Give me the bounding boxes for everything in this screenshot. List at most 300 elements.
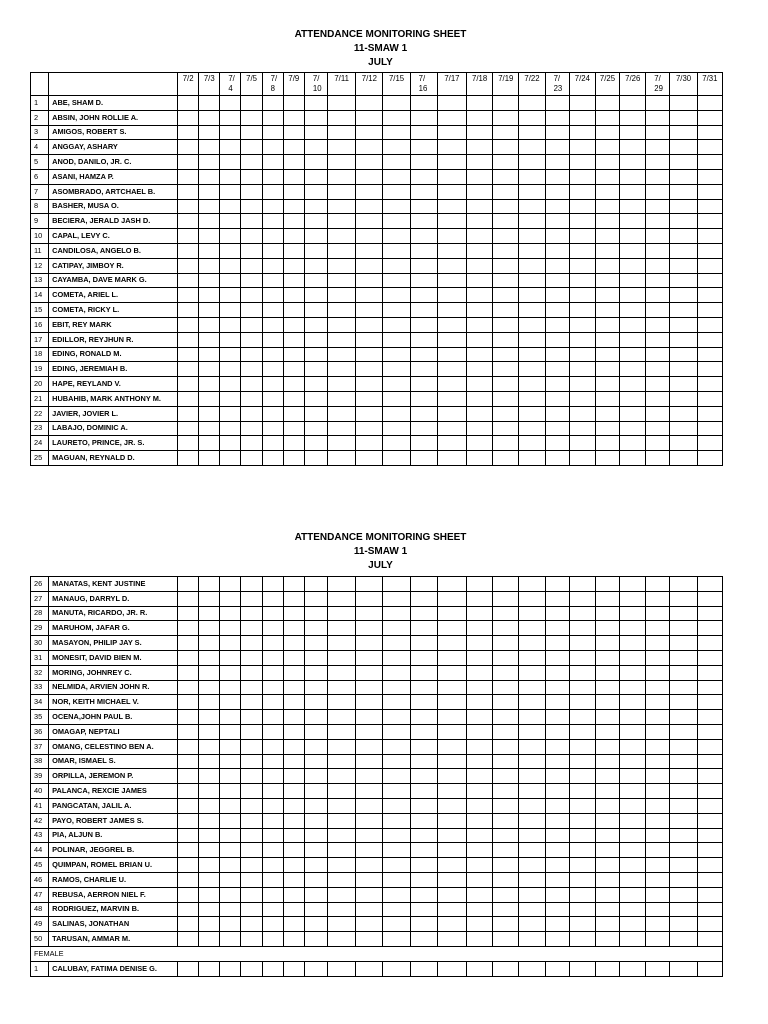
attendance-cell <box>697 591 722 606</box>
attendance-cell <box>493 754 519 769</box>
attendance-cell <box>595 680 619 695</box>
attendance-cell <box>304 769 327 784</box>
attendance-cell <box>283 406 304 421</box>
attendance-cell <box>241 739 262 754</box>
attendance-cell <box>262 798 283 813</box>
attendance-cell <box>493 739 519 754</box>
attendance-cell <box>697 917 722 932</box>
attendance-cell <box>493 406 519 421</box>
sheet-section: 11-SMAW 1 <box>353 43 408 54</box>
attendance-cell <box>410 332 437 347</box>
table-row <box>31 724 723 739</box>
attendance-cell <box>178 199 199 214</box>
attendance-cell <box>519 754 545 769</box>
attendance-cell <box>241 577 262 592</box>
attendance-cell <box>595 377 619 392</box>
attendance-cell <box>620 110 646 125</box>
table-row <box>31 902 723 917</box>
attendance-cell <box>220 288 241 303</box>
attendance-cell <box>328 695 356 710</box>
attendance-cell <box>383 591 410 606</box>
attendance-cell <box>697 665 722 680</box>
attendance-cell <box>437 665 466 680</box>
attendance-cell <box>620 391 646 406</box>
attendance-cell <box>356 96 383 111</box>
attendance-cell <box>569 140 595 155</box>
table-row <box>31 621 723 636</box>
attendance-cell <box>493 288 519 303</box>
attendance-cell <box>220 636 241 651</box>
attendance-cell <box>519 436 545 451</box>
attendance-cell <box>356 243 383 258</box>
attendance-cell <box>262 391 283 406</box>
date-header-row <box>31 73 723 96</box>
attendance-cell <box>283 303 304 318</box>
attendance-cell <box>220 199 241 214</box>
attendance-cell <box>304 288 327 303</box>
attendance-cell <box>437 421 466 436</box>
sheet-header <box>30 28 723 70</box>
attendance-cell <box>545 606 569 621</box>
attendance-cell <box>199 591 220 606</box>
attendance-cell <box>220 214 241 229</box>
student-name: MANUTA, RICARDO, JR. R. <box>49 606 178 621</box>
attendance-cell <box>178 932 199 947</box>
table-row <box>31 872 723 887</box>
attendance-cell <box>595 406 619 421</box>
attendance-cell <box>383 606 410 621</box>
attendance-cell <box>697 258 722 273</box>
date-header: 7/26 <box>620 73 646 96</box>
attendance-cell <box>697 680 722 695</box>
attendance-cell <box>437 621 466 636</box>
attendance-cell <box>356 406 383 421</box>
student-name: NOR, KEITH MICHAEL V. <box>49 695 178 710</box>
attendance-cell <box>283 961 304 976</box>
attendance-cell <box>304 887 327 902</box>
attendance-cell <box>493 932 519 947</box>
attendance-cell <box>283 843 304 858</box>
attendance-cell <box>467 739 493 754</box>
attendance-cell <box>383 332 410 347</box>
student-name: CAYAMBA, DAVE MARK G. <box>49 273 178 288</box>
attendance-cell <box>199 155 220 170</box>
attendance-cell <box>178 843 199 858</box>
attendance-cell <box>410 887 437 902</box>
attendance-cell <box>697 769 722 784</box>
attendance-cell <box>697 184 722 199</box>
attendance-cell <box>467 902 493 917</box>
attendance-cell <box>283 347 304 362</box>
attendance-cell <box>467 184 493 199</box>
attendance-cell <box>328 303 356 318</box>
table-row <box>31 917 723 932</box>
attendance-cell <box>493 828 519 843</box>
attendance-cell <box>220 606 241 621</box>
attendance-cell <box>545 258 569 273</box>
table-row <box>31 961 723 976</box>
table-row <box>31 577 723 592</box>
attendance-cell <box>437 917 466 932</box>
attendance-cell <box>328 288 356 303</box>
attendance-cell <box>493 332 519 347</box>
attendance-cell <box>304 451 327 466</box>
attendance-cell <box>569 813 595 828</box>
attendance-cell <box>178 391 199 406</box>
attendance-cell <box>569 155 595 170</box>
attendance-cell <box>697 110 722 125</box>
attendance-cell <box>178 798 199 813</box>
attendance-cell <box>670 858 697 873</box>
attendance-cell <box>620 421 646 436</box>
attendance-cell <box>697 288 722 303</box>
attendance-cell <box>262 140 283 155</box>
student-number: 28 <box>31 606 49 621</box>
attendance-cell <box>437 932 466 947</box>
attendance-cell <box>697 828 722 843</box>
attendance-cell <box>545 303 569 318</box>
attendance-cell <box>467 621 493 636</box>
attendance-cell <box>670 362 697 377</box>
attendance-cell <box>467 451 493 466</box>
attendance-cell <box>356 125 383 140</box>
attendance-cell <box>328 724 356 739</box>
attendance-cell <box>220 665 241 680</box>
attendance-cell <box>328 96 356 111</box>
attendance-cell <box>545 754 569 769</box>
attendance-cell <box>467 887 493 902</box>
attendance-cell <box>262 650 283 665</box>
attendance-cell <box>262 243 283 258</box>
attendance-cell <box>569 391 595 406</box>
attendance-cell <box>620 169 646 184</box>
attendance-cell <box>356 347 383 362</box>
attendance-cell <box>467 650 493 665</box>
attendance-cell <box>262 436 283 451</box>
attendance-cell <box>262 828 283 843</box>
attendance-cell <box>569 606 595 621</box>
attendance-cell <box>328 961 356 976</box>
attendance-cell <box>410 724 437 739</box>
attendance-cell <box>646 932 670 947</box>
attendance-cell <box>383 273 410 288</box>
attendance-cell <box>178 636 199 651</box>
attendance-cell <box>545 621 569 636</box>
student-number: 24 <box>31 436 49 451</box>
attendance-cell <box>383 125 410 140</box>
attendance-cell <box>646 243 670 258</box>
attendance-cell <box>595 695 619 710</box>
attendance-cell <box>437 243 466 258</box>
attendance-cell <box>493 184 519 199</box>
attendance-cell <box>493 621 519 636</box>
attendance-cell <box>437 451 466 466</box>
student-name: CALUBAY, FATIMA DENISE G. <box>49 961 178 976</box>
attendance-cell <box>545 243 569 258</box>
attendance-cell <box>199 932 220 947</box>
attendance-cell <box>178 258 199 273</box>
attendance-cell <box>356 110 383 125</box>
attendance-cell <box>545 184 569 199</box>
attendance-cell <box>569 273 595 288</box>
student-name: OMAR, ISMAEL S. <box>49 754 178 769</box>
attendance-cell <box>595 710 619 725</box>
attendance-cell <box>356 887 383 902</box>
attendance-cell <box>178 347 199 362</box>
attendance-cell <box>697 650 722 665</box>
date-header: 7/3 <box>199 73 220 96</box>
table-row <box>31 110 723 125</box>
attendance-cell <box>467 710 493 725</box>
attendance-cell <box>467 110 493 125</box>
attendance-cell <box>646 636 670 651</box>
table-row <box>31 680 723 695</box>
attendance-cell <box>437 724 466 739</box>
attendance-cell <box>697 798 722 813</box>
attendance-cell <box>467 872 493 887</box>
attendance-cell <box>545 229 569 244</box>
attendance-cell <box>569 317 595 332</box>
attendance-cell <box>178 710 199 725</box>
attendance-cell <box>178 577 199 592</box>
attendance-cell <box>545 784 569 799</box>
attendance-cell <box>646 391 670 406</box>
attendance-cell <box>262 591 283 606</box>
attendance-cell <box>262 155 283 170</box>
attendance-cell <box>241 214 262 229</box>
attendance-cell <box>697 739 722 754</box>
attendance-cell <box>569 710 595 725</box>
attendance-cell <box>328 606 356 621</box>
attendance-cell <box>199 332 220 347</box>
student-number: 27 <box>31 591 49 606</box>
attendance-cell <box>283 577 304 592</box>
attendance-cell <box>262 214 283 229</box>
attendance-cell <box>328 347 356 362</box>
attendance-cell <box>569 377 595 392</box>
attendance-cell <box>569 288 595 303</box>
table-row <box>31 96 723 111</box>
attendance-cell <box>199 887 220 902</box>
attendance-cell <box>437 140 466 155</box>
attendance-cell <box>697 961 722 976</box>
date-header: 7/ 10 <box>304 73 327 96</box>
attendance-cell <box>697 887 722 902</box>
attendance-cell <box>620 125 646 140</box>
attendance-cell <box>199 436 220 451</box>
attendance-cell <box>670 169 697 184</box>
attendance-cell <box>493 798 519 813</box>
attendance-cell <box>262 887 283 902</box>
attendance-cell <box>383 421 410 436</box>
attendance-cell <box>262 110 283 125</box>
attendance-cell <box>519 591 545 606</box>
attendance-cell <box>697 843 722 858</box>
attendance-cell <box>304 96 327 111</box>
attendance-cell <box>697 872 722 887</box>
attendance-cell <box>410 199 437 214</box>
attendance-cell <box>646 887 670 902</box>
attendance-cell <box>220 421 241 436</box>
attendance-cell <box>410 110 437 125</box>
sheet-header <box>30 531 723 573</box>
attendance-cell <box>220 317 241 332</box>
attendance-cell <box>304 214 327 229</box>
attendance-cell <box>467 214 493 229</box>
attendance-cell <box>283 828 304 843</box>
attendance-cell <box>493 140 519 155</box>
attendance-cell <box>569 784 595 799</box>
attendance-cell <box>356 754 383 769</box>
attendance-cell <box>646 199 670 214</box>
table-row <box>31 843 723 858</box>
attendance-cell <box>595 813 619 828</box>
student-name: MARUHOM, JAFAR G. <box>49 621 178 636</box>
attendance-cell <box>545 813 569 828</box>
attendance-cell <box>467 858 493 873</box>
attendance-cell <box>410 843 437 858</box>
attendance-cell <box>670 96 697 111</box>
attendance-cell <box>220 406 241 421</box>
attendance-cell <box>519 636 545 651</box>
student-number: 32 <box>31 665 49 680</box>
table-row <box>31 754 723 769</box>
attendance-cell <box>410 858 437 873</box>
attendance-cell <box>410 650 437 665</box>
attendance-cell <box>595 932 619 947</box>
student-number: 16 <box>31 317 49 332</box>
attendance-cell <box>241 858 262 873</box>
attendance-cell <box>199 288 220 303</box>
attendance-cell <box>620 606 646 621</box>
attendance-cell <box>178 96 199 111</box>
attendance-cell <box>595 303 619 318</box>
attendance-cell <box>262 577 283 592</box>
table-row <box>31 828 723 843</box>
attendance-cell <box>356 695 383 710</box>
date-header: 7/ 16 <box>410 73 437 96</box>
attendance-cell <box>178 184 199 199</box>
attendance-cell <box>356 184 383 199</box>
attendance-cell <box>595 96 619 111</box>
attendance-cell <box>569 214 595 229</box>
attendance-cell <box>545 273 569 288</box>
attendance-cell <box>697 332 722 347</box>
attendance-cell <box>383 784 410 799</box>
attendance-cell <box>304 184 327 199</box>
attendance-cell <box>493 710 519 725</box>
attendance-cell <box>646 140 670 155</box>
attendance-cell <box>283 769 304 784</box>
attendance-cell <box>646 961 670 976</box>
attendance-cell <box>569 184 595 199</box>
attendance-cell <box>493 784 519 799</box>
attendance-cell <box>467 96 493 111</box>
attendance-cell <box>670 258 697 273</box>
attendance-cell <box>383 650 410 665</box>
attendance-cell <box>304 169 327 184</box>
student-number: 37 <box>31 739 49 754</box>
attendance-cell <box>241 140 262 155</box>
attendance-cell <box>620 813 646 828</box>
attendance-cell <box>328 798 356 813</box>
attendance-cell <box>199 636 220 651</box>
date-header: 7/24 <box>569 73 595 96</box>
attendance-cell <box>467 680 493 695</box>
student-name: TARUSAN, AMMAR M. <box>49 932 178 947</box>
attendance-cell <box>493 214 519 229</box>
attendance-cell <box>241 332 262 347</box>
attendance-cell <box>595 769 619 784</box>
attendance-cell <box>437 961 466 976</box>
attendance-cell <box>569 303 595 318</box>
attendance-cell <box>283 184 304 199</box>
attendance-cell <box>241 377 262 392</box>
attendance-cell <box>620 739 646 754</box>
attendance-cell <box>199 902 220 917</box>
attendance-cell <box>545 577 569 592</box>
attendance-cell <box>620 843 646 858</box>
attendance-cell <box>595 754 619 769</box>
student-name: AMIGOS, ROBERT S. <box>49 125 178 140</box>
attendance-cell <box>199 110 220 125</box>
table-row <box>31 784 723 799</box>
attendance-cell <box>620 724 646 739</box>
attendance-cell <box>304 436 327 451</box>
student-number: 44 <box>31 843 49 858</box>
attendance-cell <box>328 710 356 725</box>
name-header-blank <box>49 73 178 96</box>
attendance-cell <box>595 621 619 636</box>
student-name: OMAGAP, NEPTALI <box>49 724 178 739</box>
attendance-cell <box>519 451 545 466</box>
attendance-cell <box>283 288 304 303</box>
attendance-cell <box>519 724 545 739</box>
table-row <box>31 347 723 362</box>
table-row <box>31 140 723 155</box>
attendance-cell <box>697 421 722 436</box>
attendance-cell <box>220 650 241 665</box>
attendance-cell <box>356 710 383 725</box>
attendance-cell <box>410 695 437 710</box>
attendance-cell <box>437 858 466 873</box>
attendance-cell <box>283 872 304 887</box>
attendance-cell <box>328 214 356 229</box>
attendance-cell <box>410 406 437 421</box>
student-name: PAYO, ROBERT JAMES S. <box>49 813 178 828</box>
attendance-cell <box>437 784 466 799</box>
attendance-cell <box>646 798 670 813</box>
attendance-cell <box>595 784 619 799</box>
attendance-cell <box>241 273 262 288</box>
attendance-cell <box>697 724 722 739</box>
attendance-cell <box>410 902 437 917</box>
attendance-cell <box>467 606 493 621</box>
attendance-cell <box>620 229 646 244</box>
attendance-cell <box>383 813 410 828</box>
attendance-cell <box>383 436 410 451</box>
attendance-cell <box>569 917 595 932</box>
attendance-cell <box>304 110 327 125</box>
attendance-cell <box>595 169 619 184</box>
attendance-cell <box>241 362 262 377</box>
attendance-cell <box>178 606 199 621</box>
attendance-cell <box>199 754 220 769</box>
attendance-cell <box>437 125 466 140</box>
attendance-cell <box>467 303 493 318</box>
attendance-cell <box>620 784 646 799</box>
attendance-cell <box>262 710 283 725</box>
